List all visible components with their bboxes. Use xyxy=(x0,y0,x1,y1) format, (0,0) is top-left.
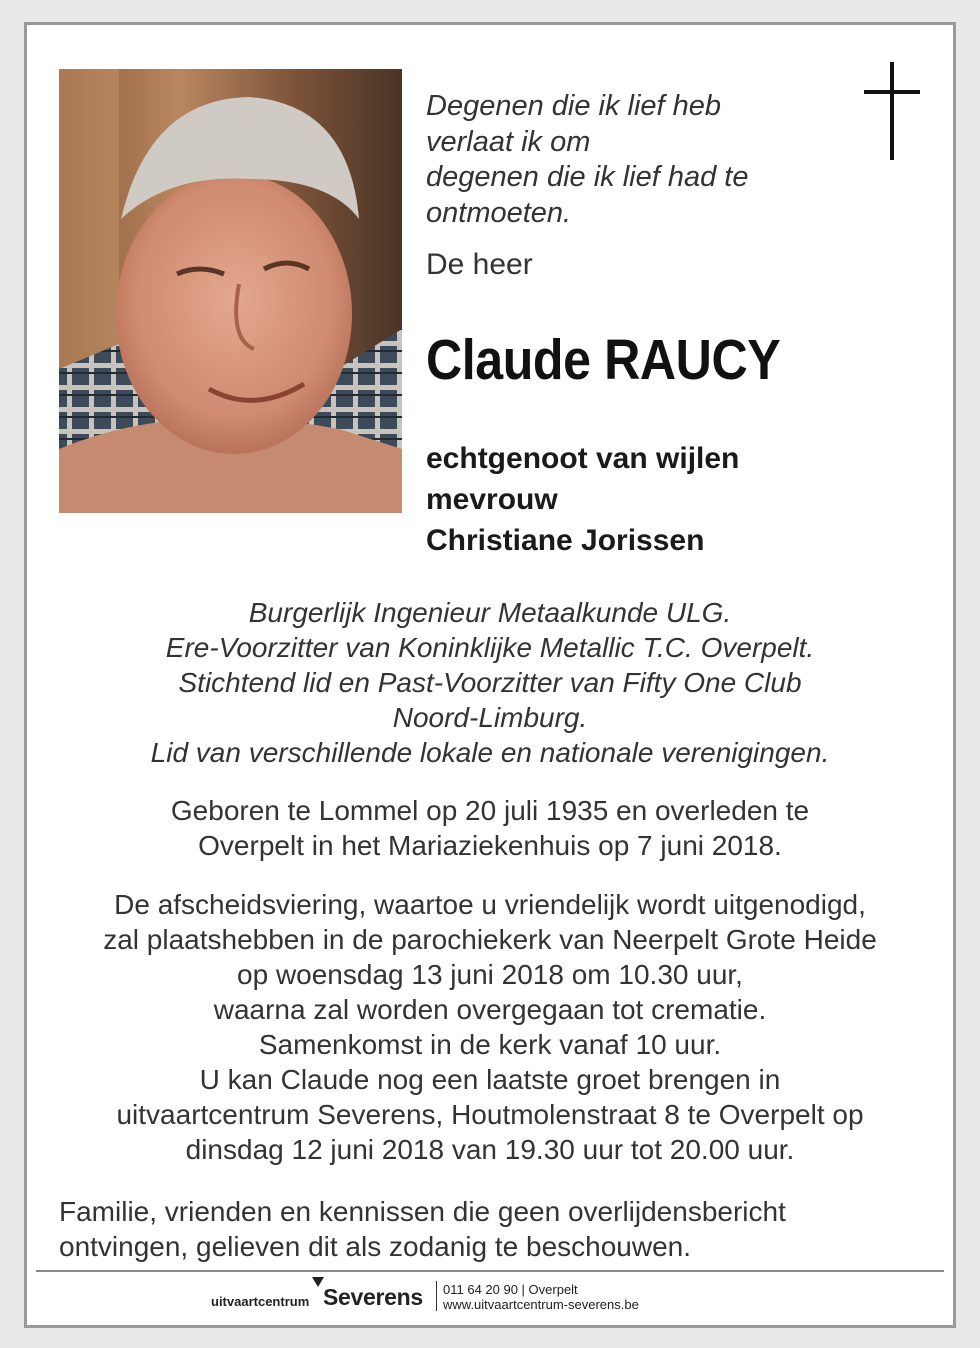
funeral-home-footer xyxy=(0,1276,980,1316)
deceased-name: Claude RAUCY xyxy=(426,328,781,392)
family-note-line: Familie, vrienden en kennissen die geen overlijdensbericht xyxy=(59,1196,786,1227)
spouse-line: mevrouw xyxy=(426,483,558,516)
titles-block xyxy=(40,595,940,770)
quote-line: Degenen die ik lief heb xyxy=(426,90,722,122)
brand-prefix: uitvaartcentrum xyxy=(211,1294,310,1309)
brand-name: Severens xyxy=(323,1284,423,1310)
title-line: Stichtend lid en Past-Voorzitter van Fifty One Club xyxy=(178,667,802,698)
title-line: Burgerlijk Ingenieur Metaalkunde ULG. xyxy=(248,597,732,628)
birth-death-line: Geboren te Lommel op 20 juli 1935 en overleden te xyxy=(170,795,810,826)
title-line: Noord-Limburg. xyxy=(392,702,588,733)
spouse-line: echtgenoot van wijlen xyxy=(426,442,740,475)
ceremony-line: op woensdag 13 juni 2018 om 10.30 uur, xyxy=(237,959,743,990)
ceremony-line: uitvaartcentrum Severens, Houtmolenstraat 8 te Overpelt op xyxy=(116,1099,864,1130)
ceremony-line: Samenkomst in de kerk vanaf 10 uur. xyxy=(258,1029,722,1060)
portrait-photo xyxy=(59,69,402,513)
contact-info xyxy=(443,1282,639,1312)
ceremony-block xyxy=(40,887,940,1167)
family-note-line: ontvingen, gelieven dit als zodanig te beschouwen. xyxy=(59,1231,691,1262)
phone-line: 011 64 20 90 | Overpelt xyxy=(443,1282,578,1297)
website-link[interactable]: www.uitvaartcentrum-severens.be xyxy=(443,1297,639,1312)
birth-death-block xyxy=(40,793,940,863)
ceremony-line: zal plaatshebben in de parochiekerk van Neerpelt Grote Heide xyxy=(103,924,877,955)
spouse-line: Christiane Jorissen xyxy=(426,524,705,557)
quote-line: degenen die ik lief had te xyxy=(426,161,749,193)
footer-separator xyxy=(436,1281,437,1311)
cross-icon xyxy=(864,62,924,160)
title-line: Ere-Voorzitter van Koninklijke Metallic T.C. Overpelt. xyxy=(165,632,815,663)
birth-death-line: Overpelt in het Mariaziekenhuis op 7 juni 2018. xyxy=(198,830,782,861)
ceremony-line: De afscheidsviering, waartoe u vriendelijk wordt uitgenodigd, xyxy=(114,889,866,920)
ceremony-line: U kan Claude nog een laatste groet brengen in xyxy=(199,1064,781,1095)
footer-divider xyxy=(36,1270,944,1272)
quote-line: ontmoeten. xyxy=(426,196,572,229)
memorial-quote xyxy=(426,89,846,231)
title-line: Lid van verschillende lokale en nationale verenigingen. xyxy=(150,737,830,768)
portrait-illustration xyxy=(59,69,402,513)
family-note xyxy=(59,1194,786,1264)
ceremony-line: waarna zal worden overgegaan tot crematie. xyxy=(213,994,767,1025)
quote-line: verlaat ik om xyxy=(426,125,591,158)
ceremony-line: dinsdag 12 juni 2018 van 19.30 uur tot 20.00 uur. xyxy=(185,1134,795,1165)
salutation: De heer xyxy=(426,248,533,281)
spouse-info xyxy=(426,438,739,561)
